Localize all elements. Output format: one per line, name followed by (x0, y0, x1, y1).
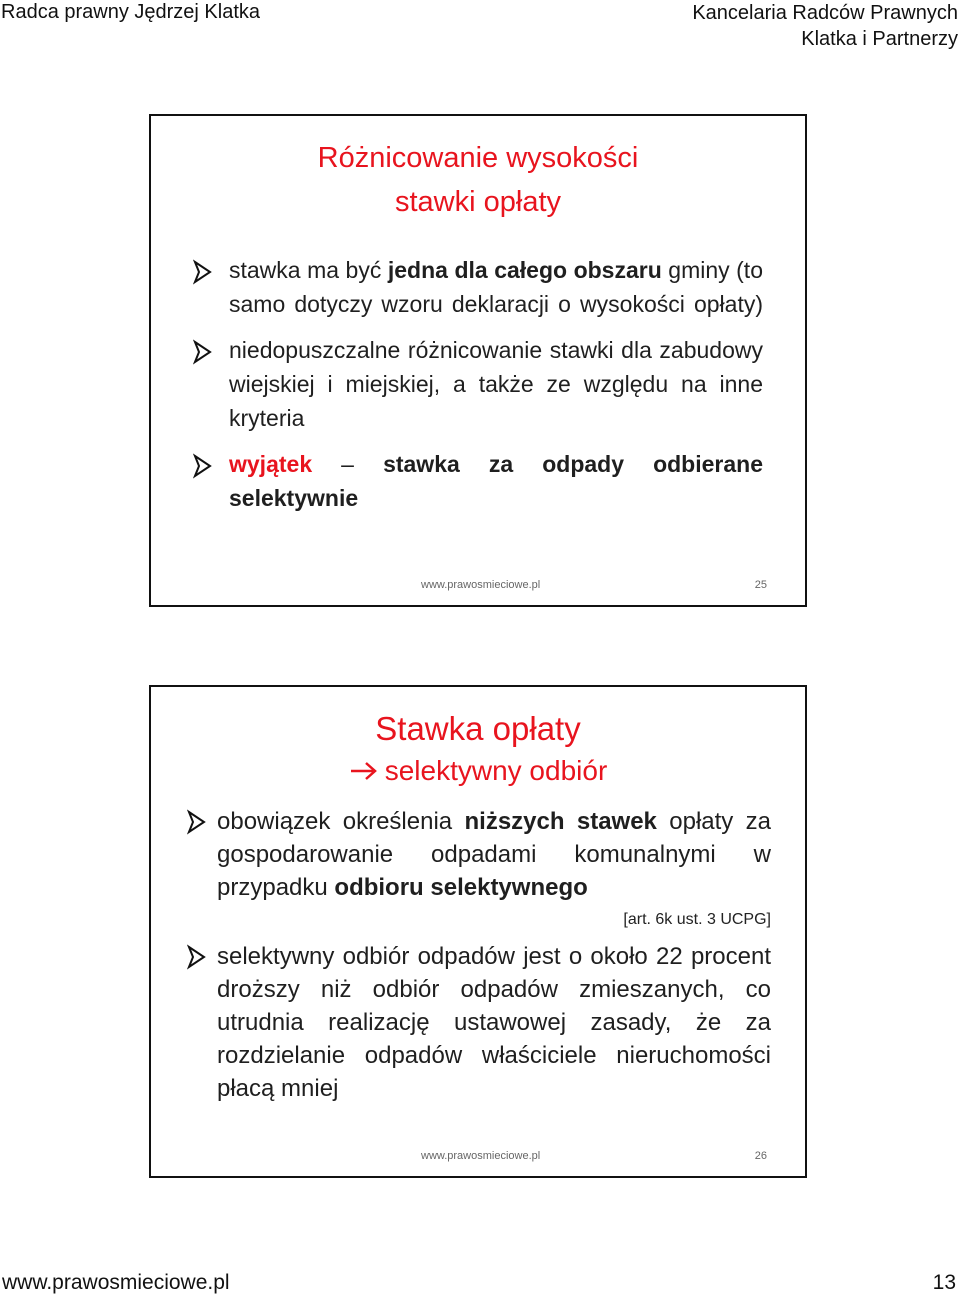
bullet-text: niedopuszczalne różnicowanie stawki dla zabudowy wiejskiej i miejskiej, a także ze względu na inne kryteria (229, 337, 763, 431)
slide-footer-url: www.prawosmieciowe.pl (421, 579, 541, 591)
bullet-item (187, 805, 771, 904)
arrowhead-bullet-icon (193, 452, 213, 480)
bullet-text-bold: odbioru selektywnego (334, 874, 588, 901)
slide-25 (149, 114, 807, 607)
bullet-item (193, 253, 763, 321)
bullet-list (193, 253, 763, 527)
slide-title: Stawka opłaty (375, 710, 581, 747)
slide-subtitle-text: selektywny odbiór (384, 755, 608, 786)
page-header (0, 0, 960, 60)
page-footer-url: www.prawosmieciowe.pl (2, 1271, 230, 1294)
bullet-text-part: gminy (to samo dotyczy wzoru deklaracji o wysokości opłaty) (229, 257, 763, 317)
slide-page-number: 26 (754, 1150, 767, 1162)
citation-item (187, 910, 771, 930)
bullet-text-bold: niższych stawek (464, 808, 657, 835)
bullet-text (229, 253, 763, 321)
header-author: Radca prawny Jędrzej Klatka (1, 1, 261, 23)
arrowhead-bullet-icon (187, 808, 207, 836)
bullet-text-part: stawka ma być (229, 257, 388, 283)
slide-title (151, 136, 805, 224)
header-firm (692, 0, 958, 52)
bullet-item (193, 333, 763, 435)
slide-26 (149, 685, 807, 1178)
bullet-text (229, 447, 763, 515)
slide-footer-url: www.prawosmieciowe.pl (421, 1150, 541, 1162)
bullet-text-highlight: wyjątek (229, 451, 313, 477)
header-firm-line1: Kancelaria Radców Prawnych (692, 2, 958, 24)
bullet-item (187, 940, 771, 1105)
bullet-text-dash: – (312, 451, 384, 477)
bullet-text (217, 805, 771, 904)
right-arrow-icon (349, 760, 379, 782)
slide-subtitle (151, 753, 805, 789)
bullet-list (187, 805, 771, 1105)
header-firm-line2: Klatka i Partnerzy (801, 28, 958, 50)
arrowhead-bullet-icon (193, 338, 213, 366)
bullet-text-bold: stawka za odpady odbierane selektywnie (229, 451, 763, 511)
arrowhead-bullet-icon (187, 943, 207, 971)
slide-page-number: 25 (754, 579, 767, 591)
slide-title-line1: Różnicowanie wysokości (317, 142, 639, 174)
bullet-text: selektywny odbiór odpadów jest o około 22 procent droższy niż odbiór odpadów zmieszanych, co utrudnia realizację ustawowej zasady, że za rozdzielanie odpadów właściciele nieruchomości płacą mniej (217, 943, 771, 1102)
bullet-text-part: obowiązek określenia (217, 808, 465, 835)
bullet-item (193, 447, 763, 515)
legal-citation: [art. 6k ust. 3 UCPG] (623, 911, 771, 928)
arrowhead-bullet-icon (193, 258, 213, 286)
bullet-text-bold: jedna dla całego obszaru (387, 257, 662, 283)
page-footer-number: 13 (932, 1271, 956, 1294)
bullet-text-part: opłaty za gospodarowanie odpadami komunalnymi w przypadku (217, 808, 771, 901)
slide-title-line2: stawki opłaty (394, 186, 561, 218)
